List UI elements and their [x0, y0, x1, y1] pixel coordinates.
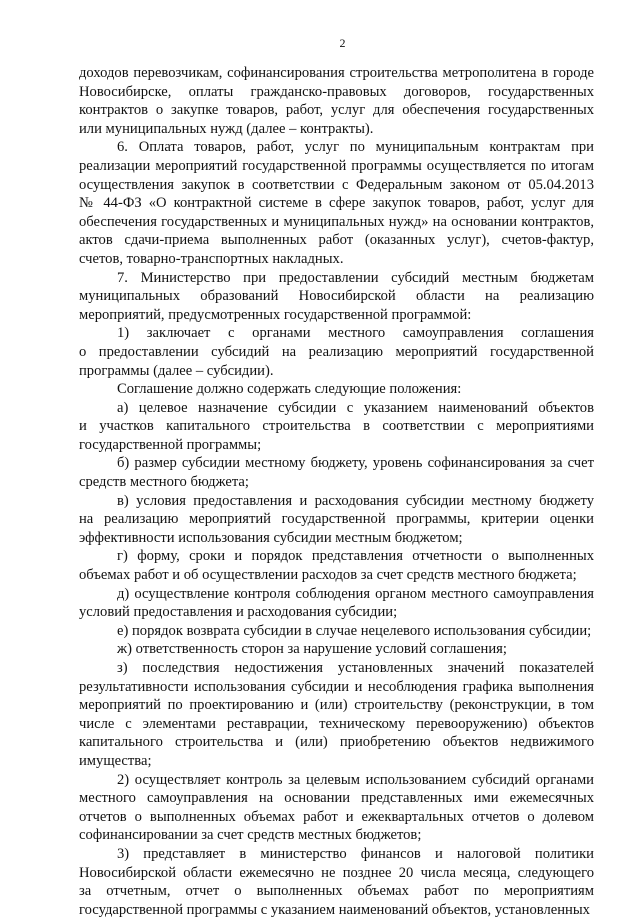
- text-line: 3) представляет в министерство финансов и налоговой политики: [117, 845, 594, 862]
- text-line: объемах работ и об осуществлении расходов за счет средств местного бюджета;: [79, 567, 577, 584]
- text-line: отчетов о выполненных объемах работ и ежеквартальных отчетов о долевом: [79, 808, 594, 825]
- text-line: местного самоуправления на основании представленных ими ежемесячных: [79, 790, 594, 807]
- text-line: Новосибирске, оплаты гражданско-правовых договоров, государственных: [79, 83, 594, 100]
- text-line: 6. Оплата товаров, работ, услуг по муниципальным контрактам при: [117, 139, 594, 156]
- text-line: реализации мероприятий государственной программы осуществляется по итогам: [79, 157, 594, 174]
- text-line: обеспечения государственных и муниципальных нужд» на основании контрактов,: [79, 213, 594, 230]
- text-line: Соглашение должно содержать следующие положения:: [117, 381, 462, 398]
- text-line: е) порядок возврата субсидии в случае нецелевого использования субсидии;: [117, 622, 592, 639]
- text-line: г) форму, сроки и порядок представления отчетности о выполненных: [117, 548, 594, 565]
- text-line: софинансировании за счет средств местных бюджетов;: [79, 827, 422, 844]
- text-line: мероприятий, предусмотренных государственной программой:: [79, 306, 472, 323]
- paragraph: [79, 399, 594, 455]
- text-line: за отчетным, отчет о выполненных объемах работ по мероприятиям: [79, 883, 594, 900]
- text-line: или муниципальных нужд (далее – контракты).: [79, 120, 374, 137]
- text-line: эффективности использования субсидии местным бюджетом;: [79, 529, 463, 546]
- text-line: на реализацию мероприятий государственной программы, критерии оценки: [79, 511, 594, 528]
- text-line: и участков капитального строительства в соответствии с мероприятиями: [79, 418, 594, 435]
- text-line: результативности использования субсидии и несоблюдения графика выполнения: [79, 678, 594, 695]
- paragraph: [79, 324, 594, 380]
- text-line: числе с элементами реставрации, техническому перевооружению) объектов: [79, 715, 594, 732]
- paragraph: [79, 454, 594, 491]
- text-line: з) последствия недостижения установленных значений показателей: [117, 660, 594, 676]
- text-line: осуществления закупок в соответствии с Федеральным законом от 05.04.2013: [79, 176, 594, 193]
- paragraph: [79, 269, 594, 325]
- text-line: 2) осуществляет контроль за целевым использованием субсидий органами: [117, 771, 594, 788]
- text-line: ж) ответственность сторон за нарушение условий соглашения;: [117, 641, 507, 658]
- paragraph: [79, 138, 594, 268]
- text-line: средств местного бюджета;: [79, 474, 249, 491]
- text-line: имущества;: [79, 752, 152, 769]
- paragraph: [79, 845, 594, 919]
- text-line: муниципальных образований Новосибирской области на реализацию: [79, 288, 594, 305]
- text-line: 7. Министерство при предоставлении субсидий местным бюджетам: [117, 269, 594, 286]
- document-body: [79, 64, 594, 919]
- text-line: № 44-ФЗ «О контрактной системе в сфере закупок товаров, работ, услуг для: [79, 195, 594, 212]
- text-line: государственной программы с указанием наименований объектов, установленных: [79, 901, 590, 918]
- text-line: программы (далее – субсидии).: [79, 362, 274, 379]
- text-line: актов сдачи-приема выполненных работ (оказанных услуг), счетов-фактур,: [79, 232, 594, 249]
- text-line: счетов, товарно-транспортных накладных.: [79, 250, 344, 267]
- text-line: о предоставлении субсидий на реализацию мероприятий государственной: [79, 343, 594, 360]
- text-line: доходов перевозчикам, софинансирования строительства метрополитена в городе: [79, 65, 594, 81]
- text-line: д) осуществление контроля соблюдения органом местного самоуправления: [117, 585, 594, 602]
- text-line: условий предоставления и расходования субсидии;: [79, 604, 398, 621]
- text-line: контрактов о закупке товаров, работ, услуг для обеспечения государственных: [79, 102, 594, 119]
- paragraph: [79, 659, 594, 771]
- paragraph: [79, 492, 594, 548]
- text-line: мероприятий по проектированию и (или) строительству (реконструкции, в том: [79, 697, 594, 714]
- text-line: б) размер субсидии местному бюджету, уровень софинансирования за счет: [117, 455, 594, 472]
- text-line: капитального строительства и (или) приобретению объектов недвижимого: [79, 734, 594, 751]
- text-line: а) целевое назначение субсидии с указанием наименований объектов: [117, 399, 594, 416]
- paragraph: [79, 640, 594, 659]
- paragraph: [79, 64, 594, 138]
- paragraph: [79, 622, 594, 641]
- paragraph: [79, 771, 594, 845]
- paragraph: [79, 547, 594, 584]
- text-line: Новосибирской области ежемесячно не позднее 20 числа месяца, следующего: [79, 864, 594, 881]
- page-number: 2: [339, 36, 346, 50]
- text-line: государственной программы;: [79, 436, 262, 453]
- paragraph: [79, 380, 594, 399]
- paragraph: [79, 585, 594, 622]
- text-line: в) условия предоставления и расходования субсидии местному бюджету: [117, 492, 594, 509]
- text-line: 1) заключает с органами местного самоуправления соглашения: [117, 325, 594, 342]
